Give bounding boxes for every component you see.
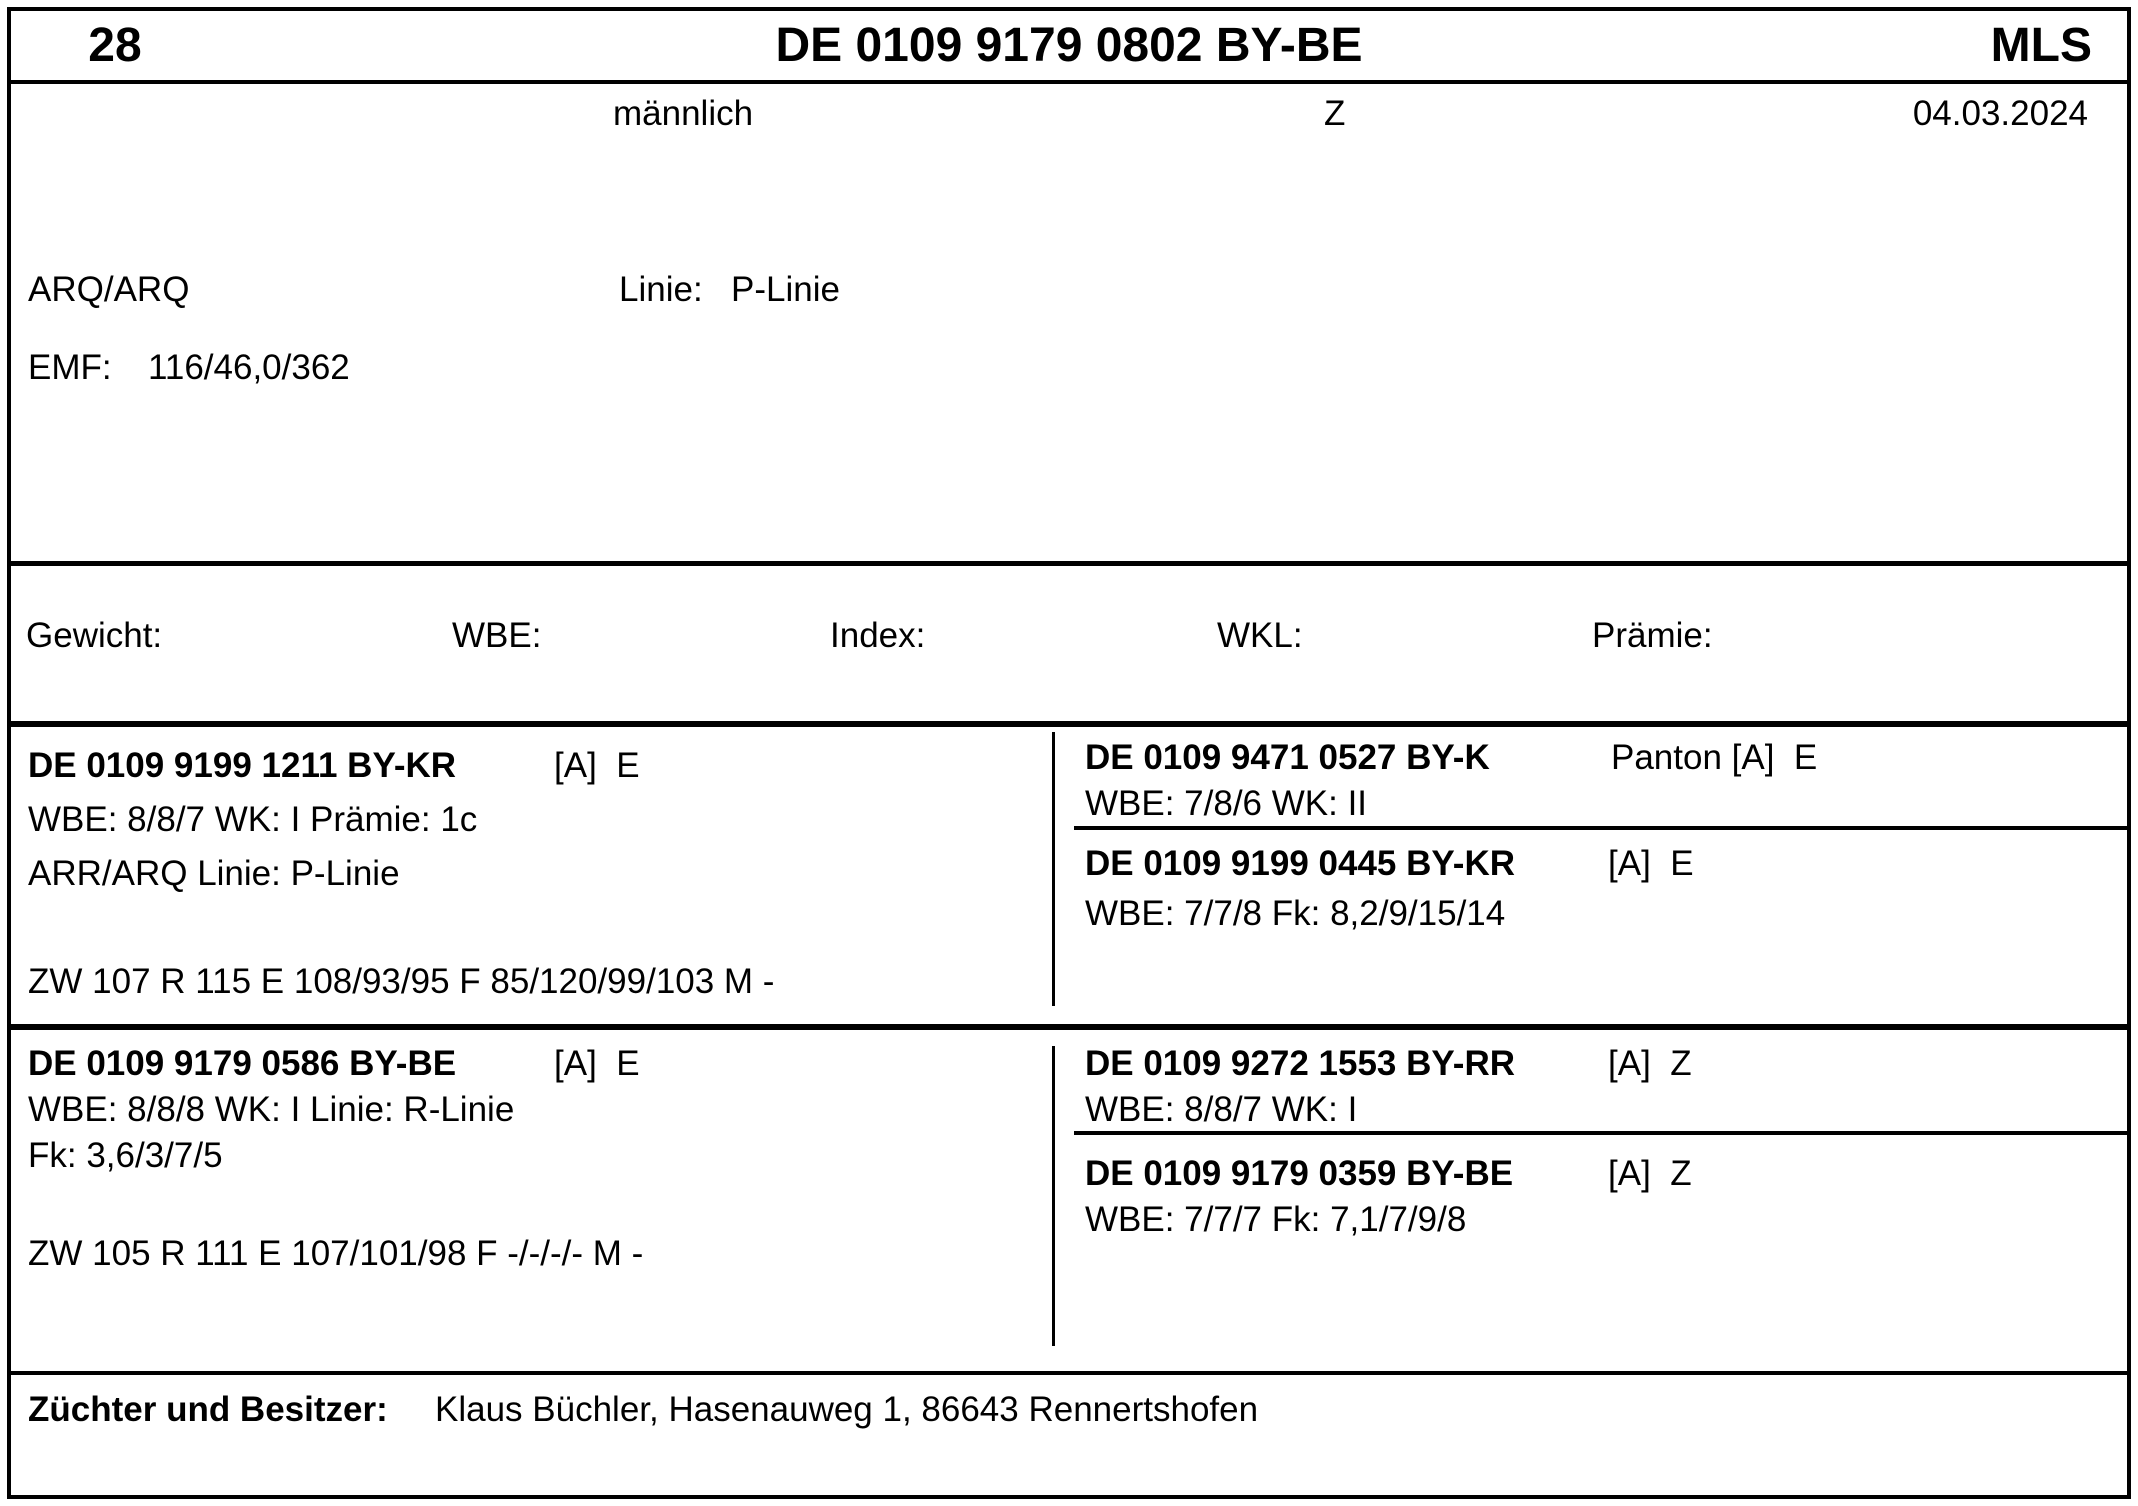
pedigree-column-divider-top [1052, 732, 1055, 1006]
label-wbe: WBE: [452, 616, 542, 655]
granddam2-suffix: [A] Z [1608, 1154, 1692, 1193]
divider-sire-grandparents [1074, 826, 2130, 830]
grandsire1-id: DE 0109 9471 0527 BY-K [1085, 738, 1490, 777]
label-wkl: WKL: [1217, 616, 1303, 655]
genotype-value: ARQ/ARQ [28, 270, 190, 309]
granddam1-id: DE 0109 9199 0445 BY-KR [1085, 844, 1515, 883]
dam-wbe: WBE: 8/8/8 WK: I Linie: R-Linie [28, 1090, 515, 1129]
breed-code: MLS [1990, 19, 2092, 72]
sire-wbe: WBE: 8/8/7 WK: I Prämie: 1c [28, 800, 478, 839]
sire-id: DE 0109 9199 1211 BY-KR [28, 746, 457, 785]
granddam2-id: DE 0109 9179 0359 BY-BE [1085, 1154, 1514, 1193]
emf-label: EMF: [28, 348, 112, 387]
pedigree-column-divider-bottom [1052, 1046, 1055, 1346]
page-title: DE 0109 9179 0802 BY-BE [775, 19, 1363, 72]
label-praemie: Prämie: [1592, 616, 1713, 655]
label-index: Index: [830, 616, 926, 655]
granddam1-suffix: [A] E [1608, 844, 1694, 883]
dam-zw-line: ZW 105 R 111 E 107/101/98 F -/-/-/- M - [28, 1234, 644, 1273]
linie-label: Linie: [619, 270, 703, 309]
catalog-number: 28 [88, 19, 142, 72]
sire-zw-line: ZW 107 R 115 E 108/93/95 F 85/120/99/103 M - [28, 962, 775, 1001]
sire-suffix: [A] E [554, 746, 640, 785]
label-gewicht: Gewicht: [26, 616, 163, 655]
sex-label: männlich [613, 94, 754, 133]
dam-id: DE 0109 9179 0586 BY-BE [28, 1044, 457, 1083]
breeder-owner-value: Klaus Büchler, Hasenauweg 1, 86643 Rennertshofen [435, 1390, 1259, 1429]
divider-measures-pedigree [8, 721, 2130, 727]
divider-sire-dam [8, 1024, 2130, 1030]
dam-suffix: [A] E [554, 1044, 640, 1083]
divider-header [8, 80, 2130, 84]
grandsire2-id: DE 0109 9272 1553 BY-RR [1085, 1044, 1515, 1083]
granddam1-wbe: WBE: 7/7/8 Fk: 8,2/9/15/14 [1085, 894, 1506, 933]
date-label: 04.03.2024 [1912, 94, 2088, 133]
divider-pedigree-footer [8, 1371, 2130, 1375]
grandsire1-wbe: WBE: 7/8/6 WK: II [1085, 784, 1368, 823]
granddam2-wbe: WBE: 7/7/7 Fk: 7,1/7/9/8 [1085, 1200, 1467, 1239]
grandsire2-wbe: WBE: 8/8/7 WK: I [1085, 1090, 1358, 1129]
linie-value: P-Linie [731, 270, 840, 309]
divider-info-measures [8, 561, 2130, 566]
sire-genotype-line: ARR/ARQ Linie: P-Linie [28, 854, 400, 893]
category-label: Z [1324, 94, 1346, 133]
dam-fk-line: Fk: 3,6/3/7/5 [28, 1136, 223, 1175]
breeder-owner-label: Züchter und Besitzer: [28, 1390, 388, 1429]
emf-value: 116/46,0/362 [148, 348, 350, 387]
grandsire2-suffix: [A] Z [1608, 1044, 1692, 1083]
divider-dam-grandparents [1074, 1131, 2130, 1135]
grandsire1-suffix: Panton [A] E [1611, 738, 1818, 777]
